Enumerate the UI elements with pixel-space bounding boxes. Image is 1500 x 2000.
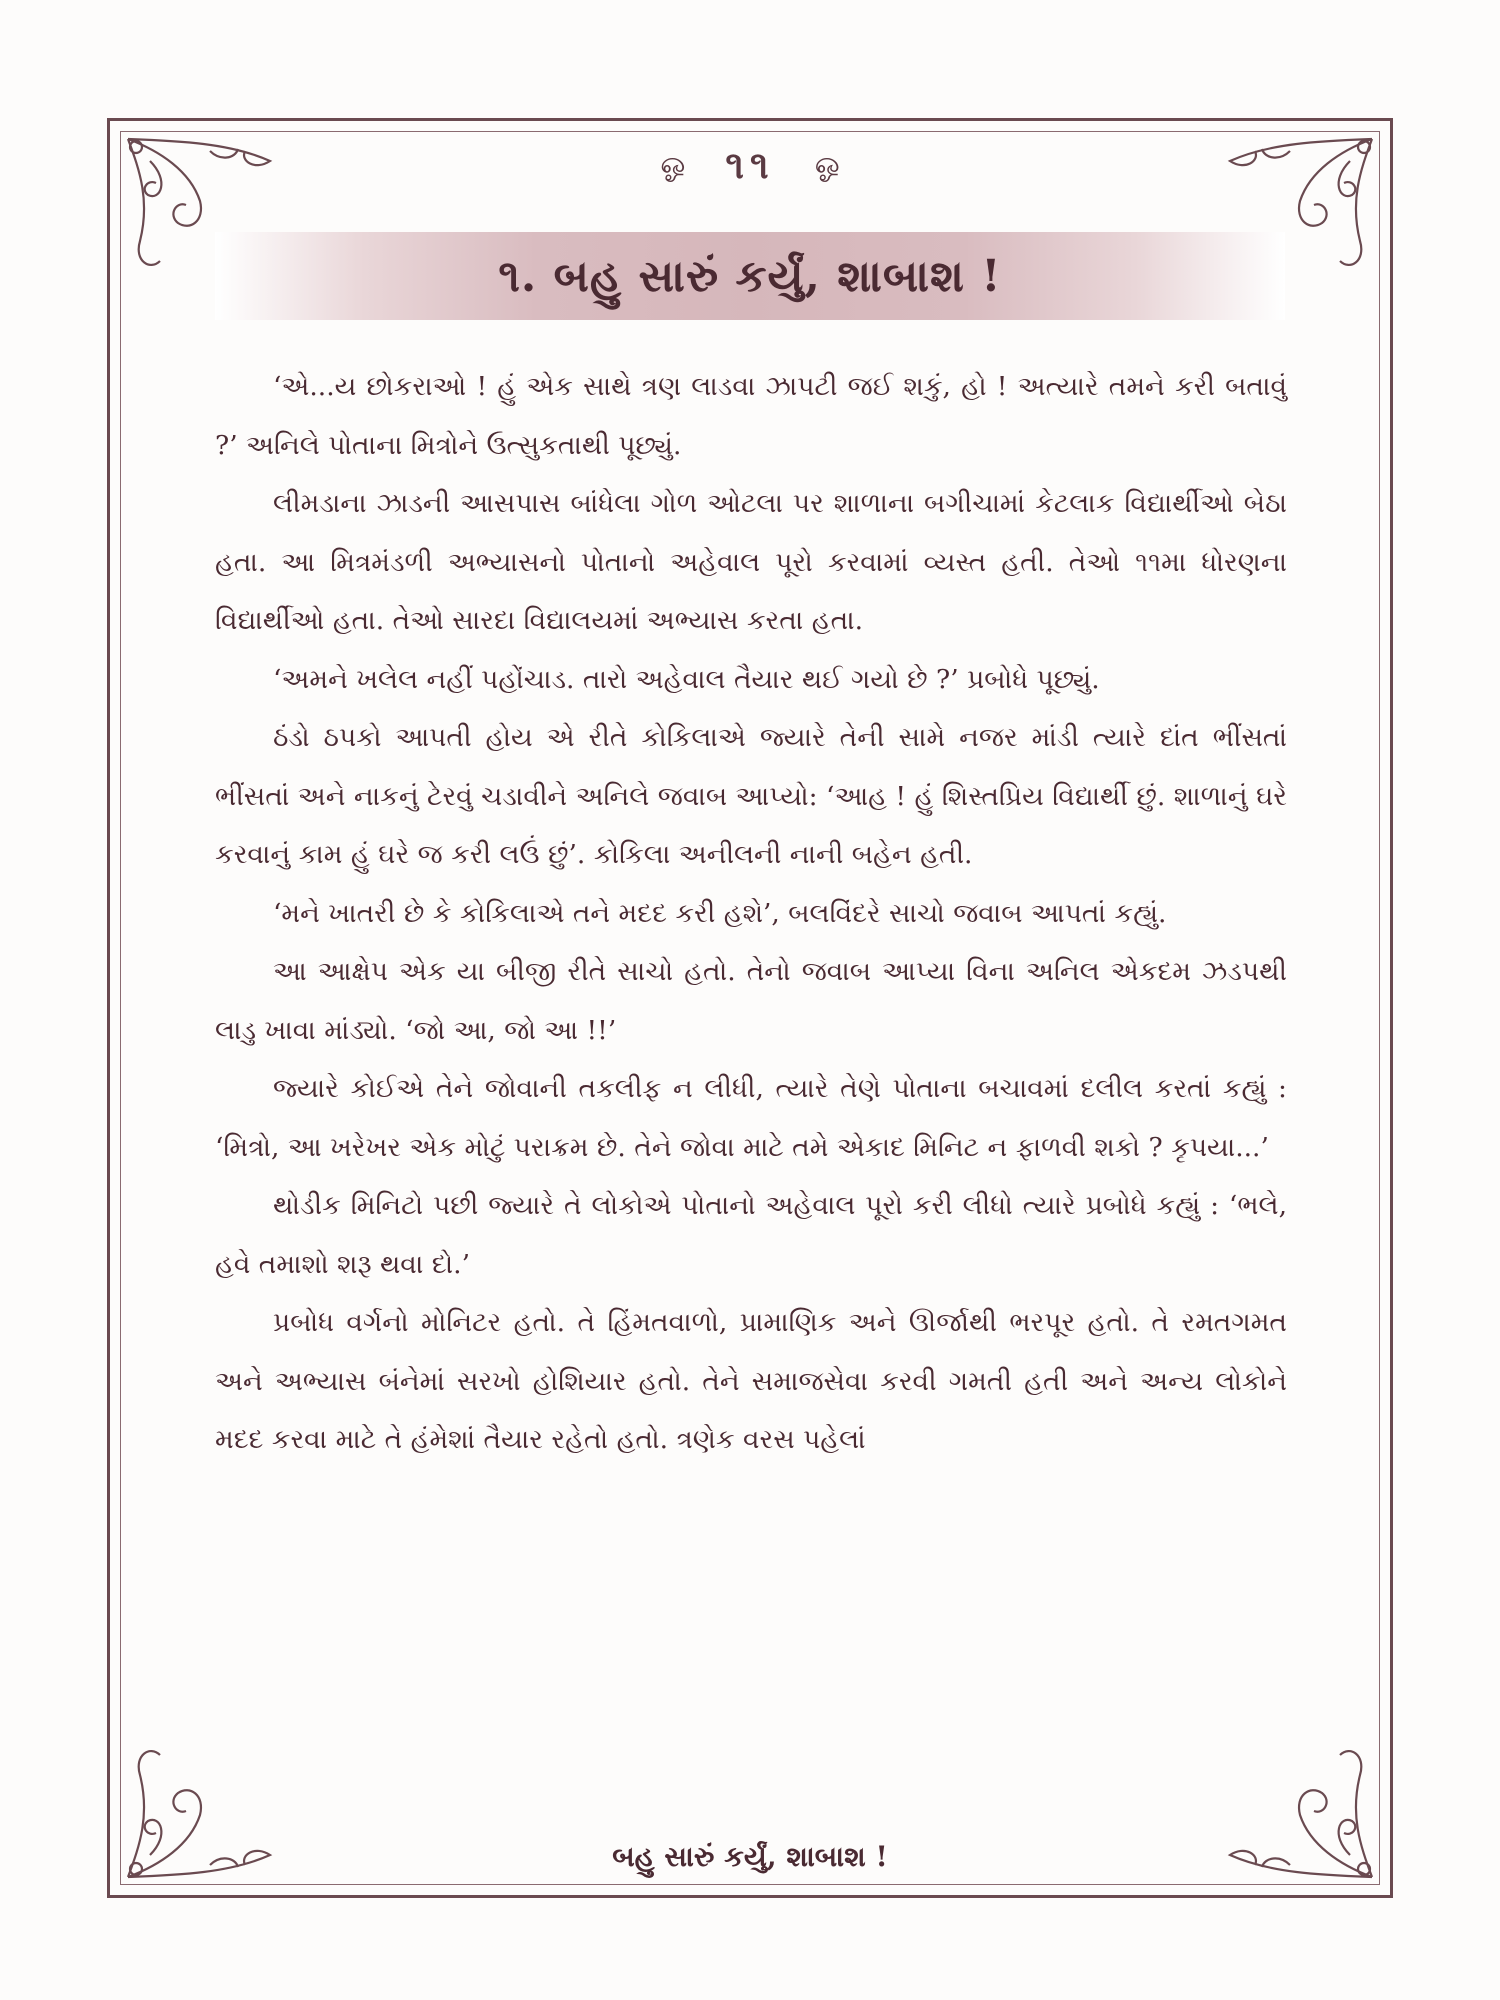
running-footer-title: બહુ સારું કર્યું, શાબાશ ! <box>612 1840 888 1873</box>
paragraph: આ આક્ષેપ એક યા બીજી રીતે સાચો હતો. તેનો જવાબ આપ્યા વિના અનિલ એકદમ ઝડપથી લાડુ ખાવા માંડ્યો. ‘જો આ, જો આ !!’ <box>215 956 1287 1046</box>
paragraph: ઠંડો ઠપકો આપતી હોય એ રીતે કોકિલાએ જ્યારે તેની સામે નજર માંડી ત્યારે દાંત ભીંસતાં ભીંસતાં અને નાકનું ટેરવું ચડાવીને અનિલે જવાબ આપ્યો: ‘આહ ! હું શિસ્તપ્રિય વિદ્યાર્થી છું. શાળાનું ઘરે કરવાનું કામ હું ઘરે જ કરી લઉં છું’. કોકિલા અનીલની નાની બહેન હતી. <box>215 722 1287 870</box>
paragraph: જ્યારે કોઈએ તેને જોવાની તકલીફ ન લીધી, ત્યારે તેણે પોતાના બચાવમાં દલીલ કરતાં કહ્યું : ‘મિત્રો, આ ખરેખર એક મોટું પરાક્રમ છે. તેને જોવા માટે તમે એકાદ મિનિટ ન ફાળવી શકો ? કૃપયા...’ <box>215 1073 1287 1163</box>
chapter-title: ૧. બહુ સારું કર્યું, શાબાશ ! <box>498 250 1002 302</box>
paragraph: ‘એ...ય છોકરાઓ ! હું એક સાથે ત્રણ લાડવા ઝાપટી જઈ શકું, હો ! અત્યારે તમને કરી બતાવું ?’ અનિલે પોતાના મિત્રોને ઉત્સુકતાથી પૂછ્યું. <box>215 371 1287 461</box>
page-number: ૧૧ <box>725 142 775 187</box>
paragraph: પ્રબોધ વર્ગનો મોનિટર હતો. તે હિંમતવાળો, પ્રામાણિક અને ઊર્જાથી ભરપૂર હતો. તે રમતગમત અને અભ્યાસ બંનેમાં સરખો હોશિયાર હતો. તેને સમાજસેવા કરવી ગમતી હતી અને અન્ય લોકોને મદદ કરવા માટે તે હંમેશાં તૈયાર રહેતો હતો. ત્રણેક વરસ પહેલાં <box>215 1307 1287 1455</box>
flourish-left-icon: ஓ <box>660 145 686 181</box>
flourish-right-icon: ஓ <box>814 145 840 181</box>
body-text <box>215 358 1287 1470</box>
paragraph: લીમડાના ઝાડની આસપાસ બાંધેલા ગોળ ઓટલા પર શાળાના બગીચામાં કેટલાક વિદ્યાર્થીઓ બેઠા હતા. આ મિત્રમંડળી અભ્યાસનો પોતાનો અહેવાલ પૂરો કરવામાં વ્યસ્ત હતી. તેઓ ૧૧મા ધોરણના વિદ્યાર્થીઓ હતા. તેઓ સારદા વિદ્યાલયમાં અભ્યાસ કરતા હતા. <box>215 488 1287 636</box>
page-header <box>0 140 1500 190</box>
paragraph: થોડીક મિનિટો પછી જ્યારે તે લોકોએ પોતાનો અહેવાલ પૂરો કરી લીધો ત્યારે પ્રબોધે કહ્યું : ‘ભલે, હવે તમાશો શરૂ થવા દો.’ <box>215 1190 1287 1280</box>
chapter-title-banner <box>215 232 1285 320</box>
paragraph: ‘મને ખાતરી છે કે કોકિલાએ તને મદદ કરી હશે’, બલવિંદરે સાચો જવાબ આપતાં કહ્યું. <box>273 897 1167 929</box>
paragraph: ‘અમને ખલેલ નહીં પહોંચાડ. તારો અહેવાલ તૈયાર થઈ ગયો છે ?’ પ્રબોધે પૂછ્યું. <box>273 663 1100 695</box>
